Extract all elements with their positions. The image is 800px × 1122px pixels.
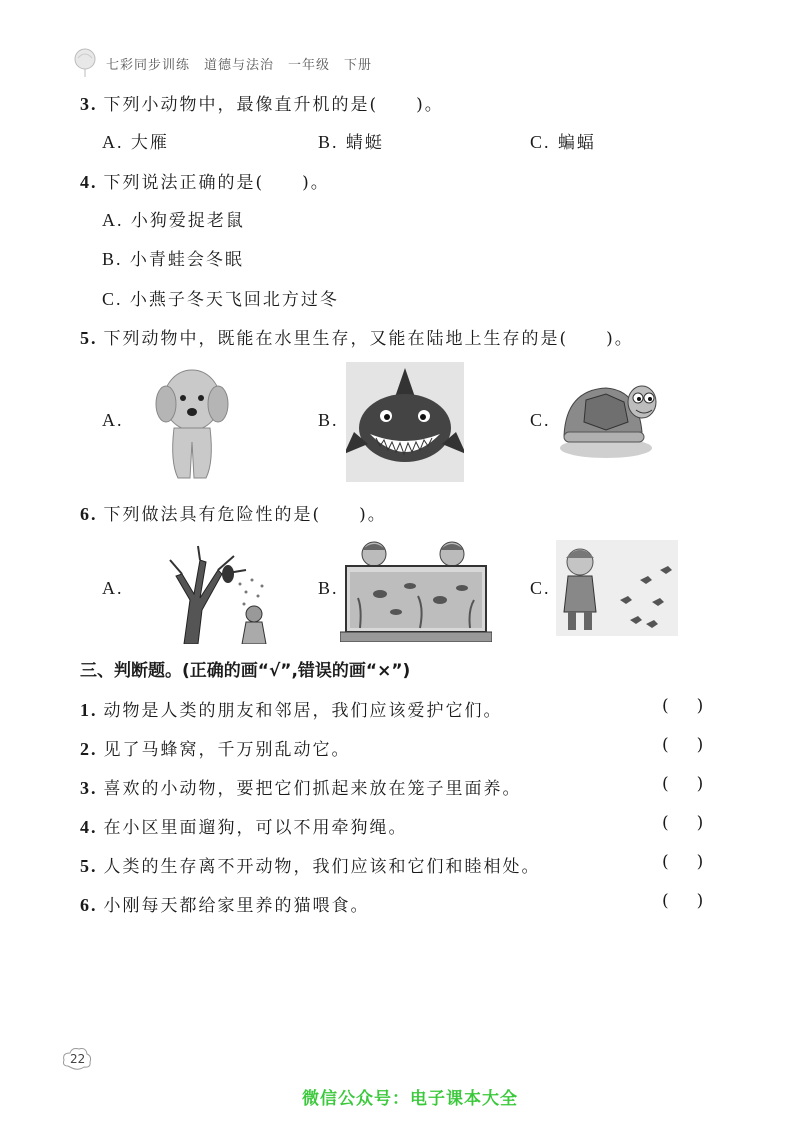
- q5-option-a-label: [102, 410, 124, 431]
- answer-blank[interactable]: (): [662, 852, 732, 872]
- item-text: 动物是人类的朋友和邻居，我们应该爱护它们。: [103, 701, 503, 721]
- page-number-badge: [62, 1046, 92, 1072]
- q5-option-b-label: [318, 410, 339, 431]
- question-3: [80, 90, 444, 115]
- q3-option-c: [530, 128, 596, 153]
- turtle-image: [556, 376, 660, 462]
- option-label: A.: [102, 578, 124, 598]
- list-item: [80, 735, 740, 760]
- list-item: [80, 813, 740, 838]
- option-text: 蜻蜓: [345, 133, 384, 153]
- option-label: B.: [318, 410, 339, 430]
- footer-watermark: 微信公众号：电子课本大全: [302, 1089, 518, 1109]
- question-text: 下列动物中，既能在水里生存，又能在陆地上生存的是( )。: [103, 329, 634, 349]
- option-label: B.: [318, 132, 339, 152]
- question-number: 4.: [80, 172, 98, 192]
- question-text: 下列做法具有危险性的是( )。: [103, 505, 387, 525]
- option-text: 小狗爱捉老鼠: [130, 211, 245, 231]
- q6-option-b-label: [318, 578, 339, 599]
- item-number: 5.: [80, 856, 98, 876]
- header-title: 七彩同步训练 道德与法治 一年级 下册: [106, 57, 373, 73]
- answer-blank[interactable]: (): [662, 735, 732, 755]
- q4-option-c: [102, 285, 339, 310]
- item-number: 4.: [80, 817, 98, 837]
- tree-hornet-nest-image: [162, 540, 274, 644]
- answer-blank[interactable]: (): [662, 774, 732, 794]
- option-text: 小燕子冬天飞回北方过冬: [129, 290, 339, 310]
- option-label: A.: [102, 210, 124, 230]
- q4-option-a: [102, 206, 245, 231]
- item-number: 1.: [80, 700, 98, 720]
- item-text: 小刚每天都给家里养的猫喂食。: [103, 896, 370, 916]
- option-label: C.: [530, 578, 551, 598]
- item-text: 见了马蜂窝，千万别乱动它。: [103, 740, 351, 760]
- page-header: [72, 48, 372, 78]
- option-label: C.: [530, 410, 551, 430]
- option-label: C.: [102, 289, 123, 309]
- q3-option-a: [102, 128, 169, 153]
- q5-option-c-label: [530, 410, 551, 431]
- question-text: 下列说法正确的是( )。: [103, 173, 330, 193]
- question-5: [80, 324, 634, 349]
- q6-option-a-label: [102, 578, 124, 599]
- section-title: 三、判断题。(正确的画“√”,错误的画“×”): [80, 661, 411, 681]
- option-label: B.: [318, 578, 339, 598]
- question-text: 下列小动物中，最像直升机的是( )。: [103, 95, 444, 115]
- option-text: 大雁: [130, 133, 169, 153]
- q6-option-c-label: [530, 578, 551, 599]
- item-text: 人类的生存离不开动物，我们应该和它们和睦相处。: [103, 857, 541, 877]
- answer-blank[interactable]: (): [662, 813, 732, 833]
- item-text: 喜欢的小动物，要把它们抓起来放在笼子里面养。: [103, 779, 522, 799]
- question-number: 6.: [80, 504, 98, 524]
- question-number: 5.: [80, 328, 98, 348]
- option-label: A.: [102, 132, 124, 152]
- option-text: 小青蛙会冬眠: [129, 250, 244, 270]
- question-number: 3.: [80, 94, 98, 114]
- list-item: [80, 774, 740, 799]
- dog-image: [152, 362, 232, 482]
- question-6: [80, 500, 387, 525]
- balloon-icon: [72, 48, 98, 78]
- list-item: [80, 852, 740, 877]
- list-item: [80, 891, 740, 916]
- answer-blank[interactable]: (): [662, 696, 732, 716]
- kids-fish-tank-image: [340, 538, 492, 642]
- question-4: [80, 168, 330, 193]
- item-number: 6.: [80, 895, 98, 915]
- option-label: B.: [102, 249, 123, 269]
- option-label: C.: [530, 132, 551, 152]
- item-number: 2.: [80, 739, 98, 759]
- shark-image: [346, 362, 464, 482]
- q4-option-b: [102, 245, 244, 270]
- q3-option-b: [318, 128, 384, 153]
- option-text: 蝙蝠: [557, 133, 596, 153]
- answer-blank[interactable]: (): [662, 891, 732, 911]
- option-label: A.: [102, 410, 124, 430]
- child-feeding-birds-image: [556, 540, 678, 636]
- page-number: 22: [70, 1052, 86, 1066]
- item-text: 在小区里面遛狗，可以不用牵狗绳。: [103, 818, 408, 838]
- list-item: [80, 696, 740, 721]
- item-number: 3.: [80, 778, 98, 798]
